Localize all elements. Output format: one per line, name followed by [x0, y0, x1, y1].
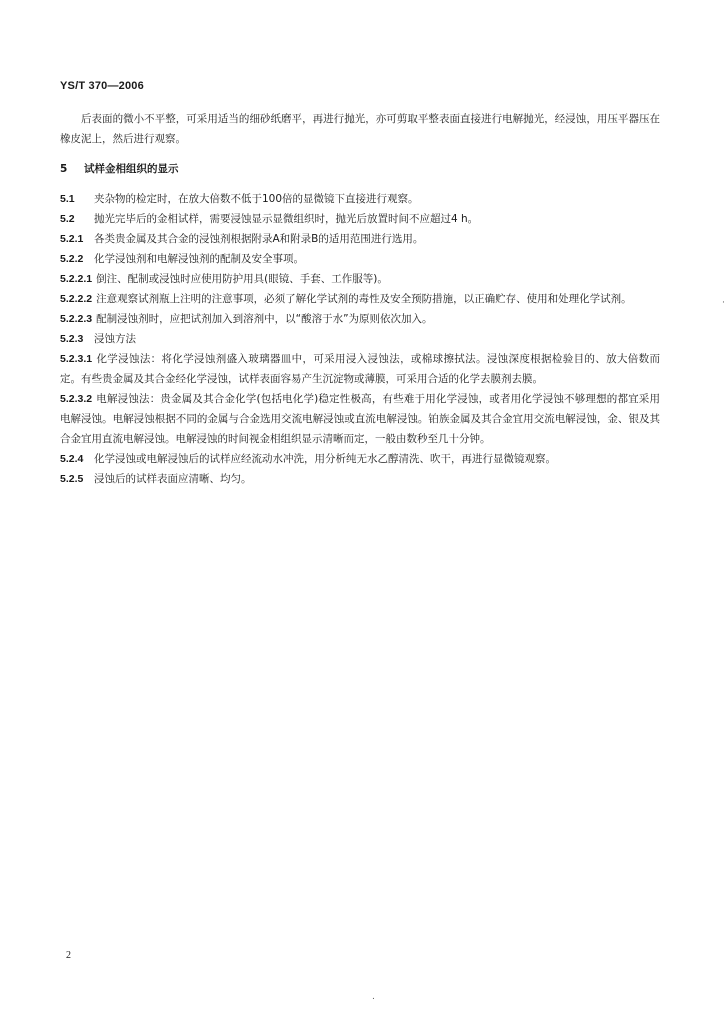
clause-number: 5.2.3.2 — [60, 393, 93, 405]
clause-text: 夹杂物的检定时，在放大倍数不低于100倍的显微镜下直接进行观察。 — [94, 193, 419, 205]
clause-5-2-3-1 — [60, 349, 660, 389]
clause-text: 浸蚀方法 — [94, 333, 136, 345]
clause-5-1 — [60, 189, 660, 209]
clause-text: 注意观察试剂瓶上注明的注意事项，必须了解化学试剂的毒性及安全预防措施，以正确贮存、使用和处理化学试剂。 — [96, 293, 632, 305]
clause-5-2-2-1 — [60, 269, 660, 289]
clause-number: 5.2.5 — [60, 473, 84, 485]
clause-number: 5.1 — [60, 193, 75, 205]
clause-5-2-2-2 — [60, 289, 660, 309]
clause-5-2 — [60, 209, 660, 229]
scan-edge-mark: · — [722, 298, 725, 308]
clause-number: 5.2.2.3 — [60, 313, 93, 325]
clause-number: 5.2.3.1 — [60, 353, 93, 365]
clause-text: 化学浸蚀剂和电解浸蚀剂的配制及安全事项。 — [94, 253, 304, 265]
clause-text: 抛光完毕后的金相试样，需要浸蚀显示显微组织时，抛光后放置时间不应超过4 h。 — [94, 213, 479, 225]
clause-text: 倒注、配制或浸蚀时应使用防护用具(眼镜、手套、工作服等)。 — [96, 273, 388, 285]
clause-number: 5.2.3 — [60, 333, 84, 345]
clause-text: 配制浸蚀剂时，应把试剂加入到溶剂中，以“酸溶于水”为原则依次加入。 — [96, 313, 433, 325]
clause-5-2-3-2 — [60, 389, 660, 449]
body-text — [60, 109, 660, 489]
section-heading — [60, 159, 660, 179]
clause-5-2-5 — [60, 469, 660, 489]
continuation-paragraph: 后表面的微小不平整，可采用适当的细砂纸磨平，再进行抛光，亦可剪取平整表面直接进行电解抛光，经浸蚀，用压平器压在橡皮泥上，然后进行观察。 — [60, 113, 660, 145]
clause-number: 5.2.4 — [60, 453, 84, 465]
clause-number: 5.2 — [60, 213, 75, 225]
clause-5-2-1 — [60, 229, 660, 249]
clause-text: 电解浸蚀法：贵金属及其合金化学(包括电化学)稳定性极高，有些难于用化学浸蚀，或者用化学浸蚀不够理想的都宜采用电解浸蚀。电解浸蚀根据不同的金属与合金选用交流电解浸蚀或直流电解浸蚀。铂族金属及其合金宜用交流电解浸蚀，金、银及其合金宜用直流电解浸蚀。电解浸蚀的时间视金相组织显示清晰而定，一般由数秒至几十分钟。 — [60, 393, 660, 445]
page-number: 2 — [66, 950, 71, 961]
clause-number: 5.2.2.1 — [60, 273, 93, 285]
scan-dot-mark: . — [372, 992, 375, 1002]
clause-number: 5.2.2.2 — [60, 293, 93, 305]
clause-5-2-2-3 — [60, 309, 660, 329]
clause-text: 化学浸蚀或电解浸蚀后的试样应经流动水冲洗，用分析纯无水乙醇清洗、吹干，再进行显微镜观察。 — [94, 453, 556, 465]
section-title: 试样金相组织的显示 — [84, 163, 179, 175]
clause-number: 5.2.2 — [60, 253, 84, 265]
section-number: 5 — [60, 163, 68, 175]
clause-5-2-3 — [60, 329, 660, 349]
standard-code: YS/T 370—2006 — [60, 80, 144, 92]
clause-number: 5.2.1 — [60, 233, 84, 245]
clause-5-2-2 — [60, 249, 660, 269]
clause-5-2-4 — [60, 449, 660, 469]
clause-text: 化学浸蚀法：将化学浸蚀剂盛入玻璃器皿中，可采用浸入浸蚀法，或棉球擦拭法。浸蚀深度根据检验目的、放大倍数而定。有些贵金属及其合金经化学浸蚀，试样表面容易产生沉淀物或薄膜，可采用合适的化学去膜剂去膜。 — [60, 353, 660, 385]
clause-text: 各类贵金属及其合金的浸蚀剂根据附录A和附录B的适用范围进行选用。 — [94, 233, 424, 245]
clause-text: 浸蚀后的试样表面应清晰、均匀。 — [94, 473, 252, 485]
